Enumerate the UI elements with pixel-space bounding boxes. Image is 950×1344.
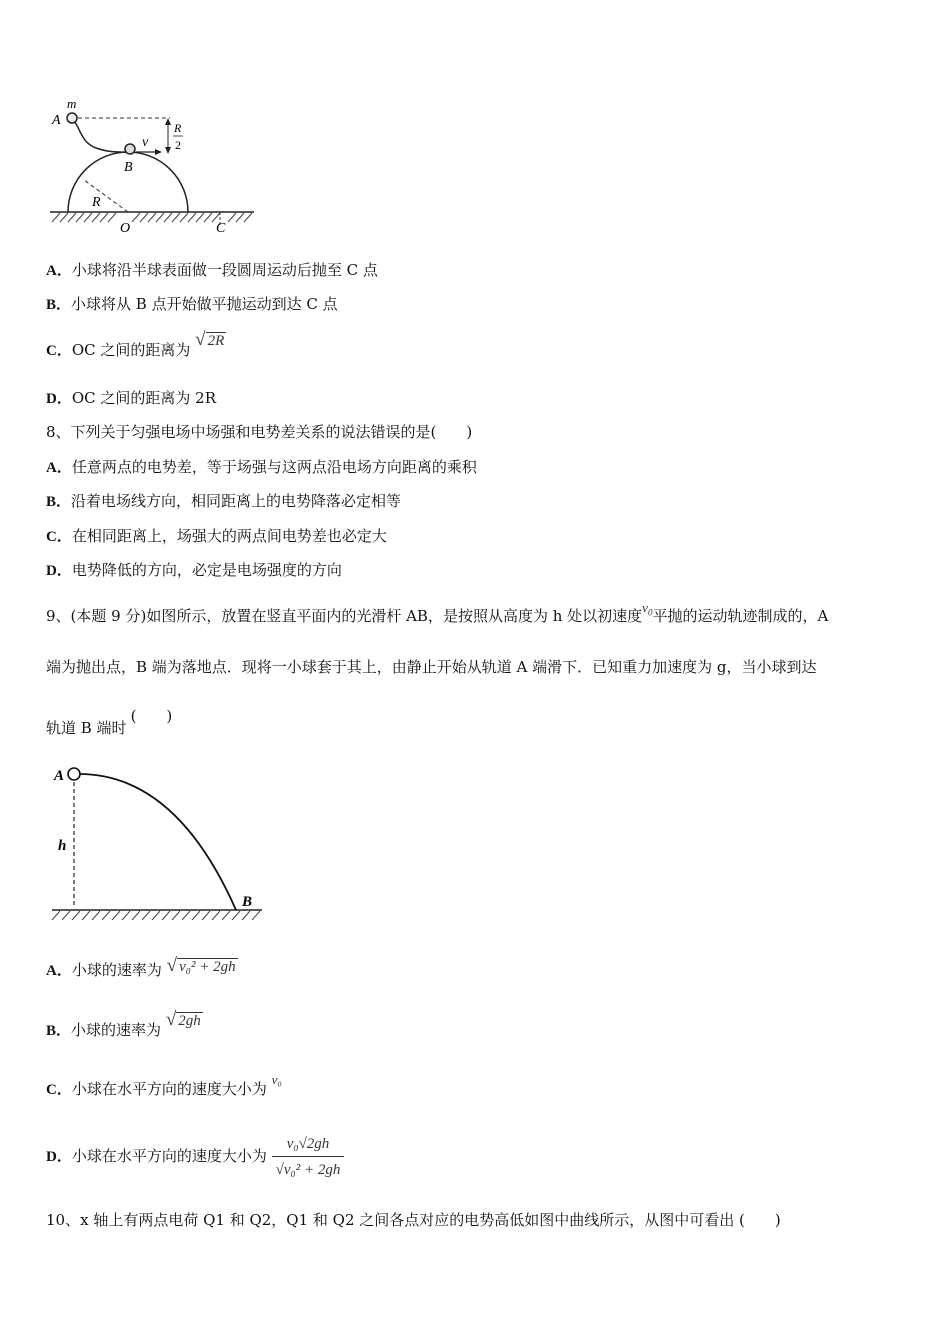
- fig1-label-R-half-den: 2: [175, 138, 181, 152]
- q9-option-b: [46, 1009, 203, 1041]
- q7-option-a-text: 小球将沿半球表面做一段圆周运动后抛至 C 点: [71, 261, 378, 279]
- fig1-label-A: A: [52, 113, 61, 128]
- q9-stem-line1: [46, 600, 829, 632]
- q7-option-c-text: OC 之间的距离为: [71, 341, 191, 359]
- hemisphere-figure: [44, 94, 274, 244]
- q8-option-b-text: 沿着电场线方向，相同距离上的电势降落必定相等: [71, 492, 402, 510]
- q7-option-a: [46, 260, 378, 281]
- q9-v0: $v_0$: [642, 600, 653, 618]
- q9-stem-line3: [46, 707, 173, 738]
- q7-option-d: [46, 388, 216, 409]
- q7-option-b-text: 小球将从 B 点开始做平抛运动到达 C 点: [71, 295, 338, 313]
- q9-option-c-text: 小球在水平方向的速度大小为: [71, 1080, 267, 1098]
- q9-option-c: [46, 1072, 282, 1100]
- q8-option-a-text: 任意两点的电势差，等于场强与这两点沿电场方向距离的乘积: [71, 458, 477, 476]
- q10-stem: 10、x 轴上有两点电荷 Q1 和 Q2，Q1 和 Q2 之间各点对应的电势高低如图中曲线所示，从图中可看出 ( ): [46, 1211, 781, 1229]
- q9-paren: ( ): [130, 707, 173, 725]
- fig2-label-B: B: [242, 894, 253, 910]
- fig1-label-C: C: [216, 221, 226, 236]
- q9-option-a: [46, 955, 238, 981]
- q8-option-a-label: A．: [46, 460, 72, 476]
- q8-option-d: [46, 560, 342, 581]
- q9-stem-line1-a: 9、(本题 9 分)如图所示，放置在竖直平面内的光滑杆 AB，是按照从高度为 h 处以初速度: [46, 607, 643, 625]
- q9-option-b-text: 小球的速率为: [71, 1021, 162, 1039]
- q9-option-d-numerator: v₀√2gh: [286, 1136, 330, 1152]
- q8-option-c-label: C．: [46, 529, 72, 545]
- q8-option-b-label: B．: [46, 494, 72, 510]
- q8-option-d-text: 电势降低的方向，必定是电场强度的方向: [71, 561, 342, 579]
- q9-option-a-label: A．: [46, 963, 72, 979]
- fig1-label-v: v: [142, 135, 149, 150]
- fig2-label-A: A: [54, 768, 65, 784]
- q9-option-d-text: 小球在水平方向的速度大小为: [71, 1147, 267, 1165]
- q7-option-c: [46, 329, 226, 361]
- fig1-label-B: B: [124, 160, 133, 175]
- q7-option-d-text: OC 之间的距离为 2R: [71, 389, 216, 407]
- q9-option-b-label: B．: [46, 1023, 72, 1039]
- q9-stem-line1-b: 平抛的运动轨迹制成的，A: [652, 607, 829, 625]
- fig1-label-m: m: [67, 96, 77, 111]
- q9-option-d-label: D．: [46, 1149, 72, 1165]
- q9-option-c-math: v₀: [271, 1072, 282, 1087]
- q9-option-a-text: 小球的速率为: [71, 961, 162, 979]
- q9-stem-line3-text: 轨道 B 端时: [46, 719, 127, 737]
- fig1-label-R: R: [92, 195, 101, 210]
- q7-option-c-math: √ 2R: [195, 329, 225, 350]
- q8-stem: 8、下列关于匀强电场中场强和电势差关系的说法错误的是( ): [46, 423, 473, 441]
- q9-option-d-denominator: √v₀² + 2gh: [272, 1156, 345, 1180]
- q7-option-b: [46, 294, 338, 315]
- q7-option-c-label: C．: [46, 343, 72, 359]
- q8-option-c: [46, 526, 387, 547]
- fig1-label-O: O: [120, 221, 131, 236]
- q9-stem-line2: 端为抛出点，B 端为落地点．现将一小球套于其上，由静止开始从轨道 A 端滑下．已知重力加速度为 g，当小球到达: [46, 658, 817, 676]
- fig1-label-R-half-num: R: [174, 121, 182, 135]
- q7-option-b-label: B．: [46, 297, 72, 313]
- q9-option-d-fraction: [272, 1134, 345, 1180]
- fig2-label-h: h: [58, 838, 67, 854]
- q8-option-d-label: D．: [46, 563, 72, 579]
- q9-option-a-math: √ v₀² + 2gh: [166, 955, 236, 976]
- q9-option-d: [46, 1128, 344, 1184]
- q9-option-c-label: C．: [46, 1082, 72, 1098]
- q7-option-a-label: A．: [46, 263, 72, 279]
- q7-option-d-label: D．: [46, 391, 72, 407]
- q8-option-c-text: 在相同距离上，场强大的两点间电势差也必定大: [71, 527, 387, 545]
- trajectory-figure: [46, 758, 276, 928]
- q9-option-b-math: √ 2gh: [165, 1009, 201, 1030]
- q8-option-a: [46, 457, 477, 478]
- q8-option-b: [46, 491, 401, 512]
